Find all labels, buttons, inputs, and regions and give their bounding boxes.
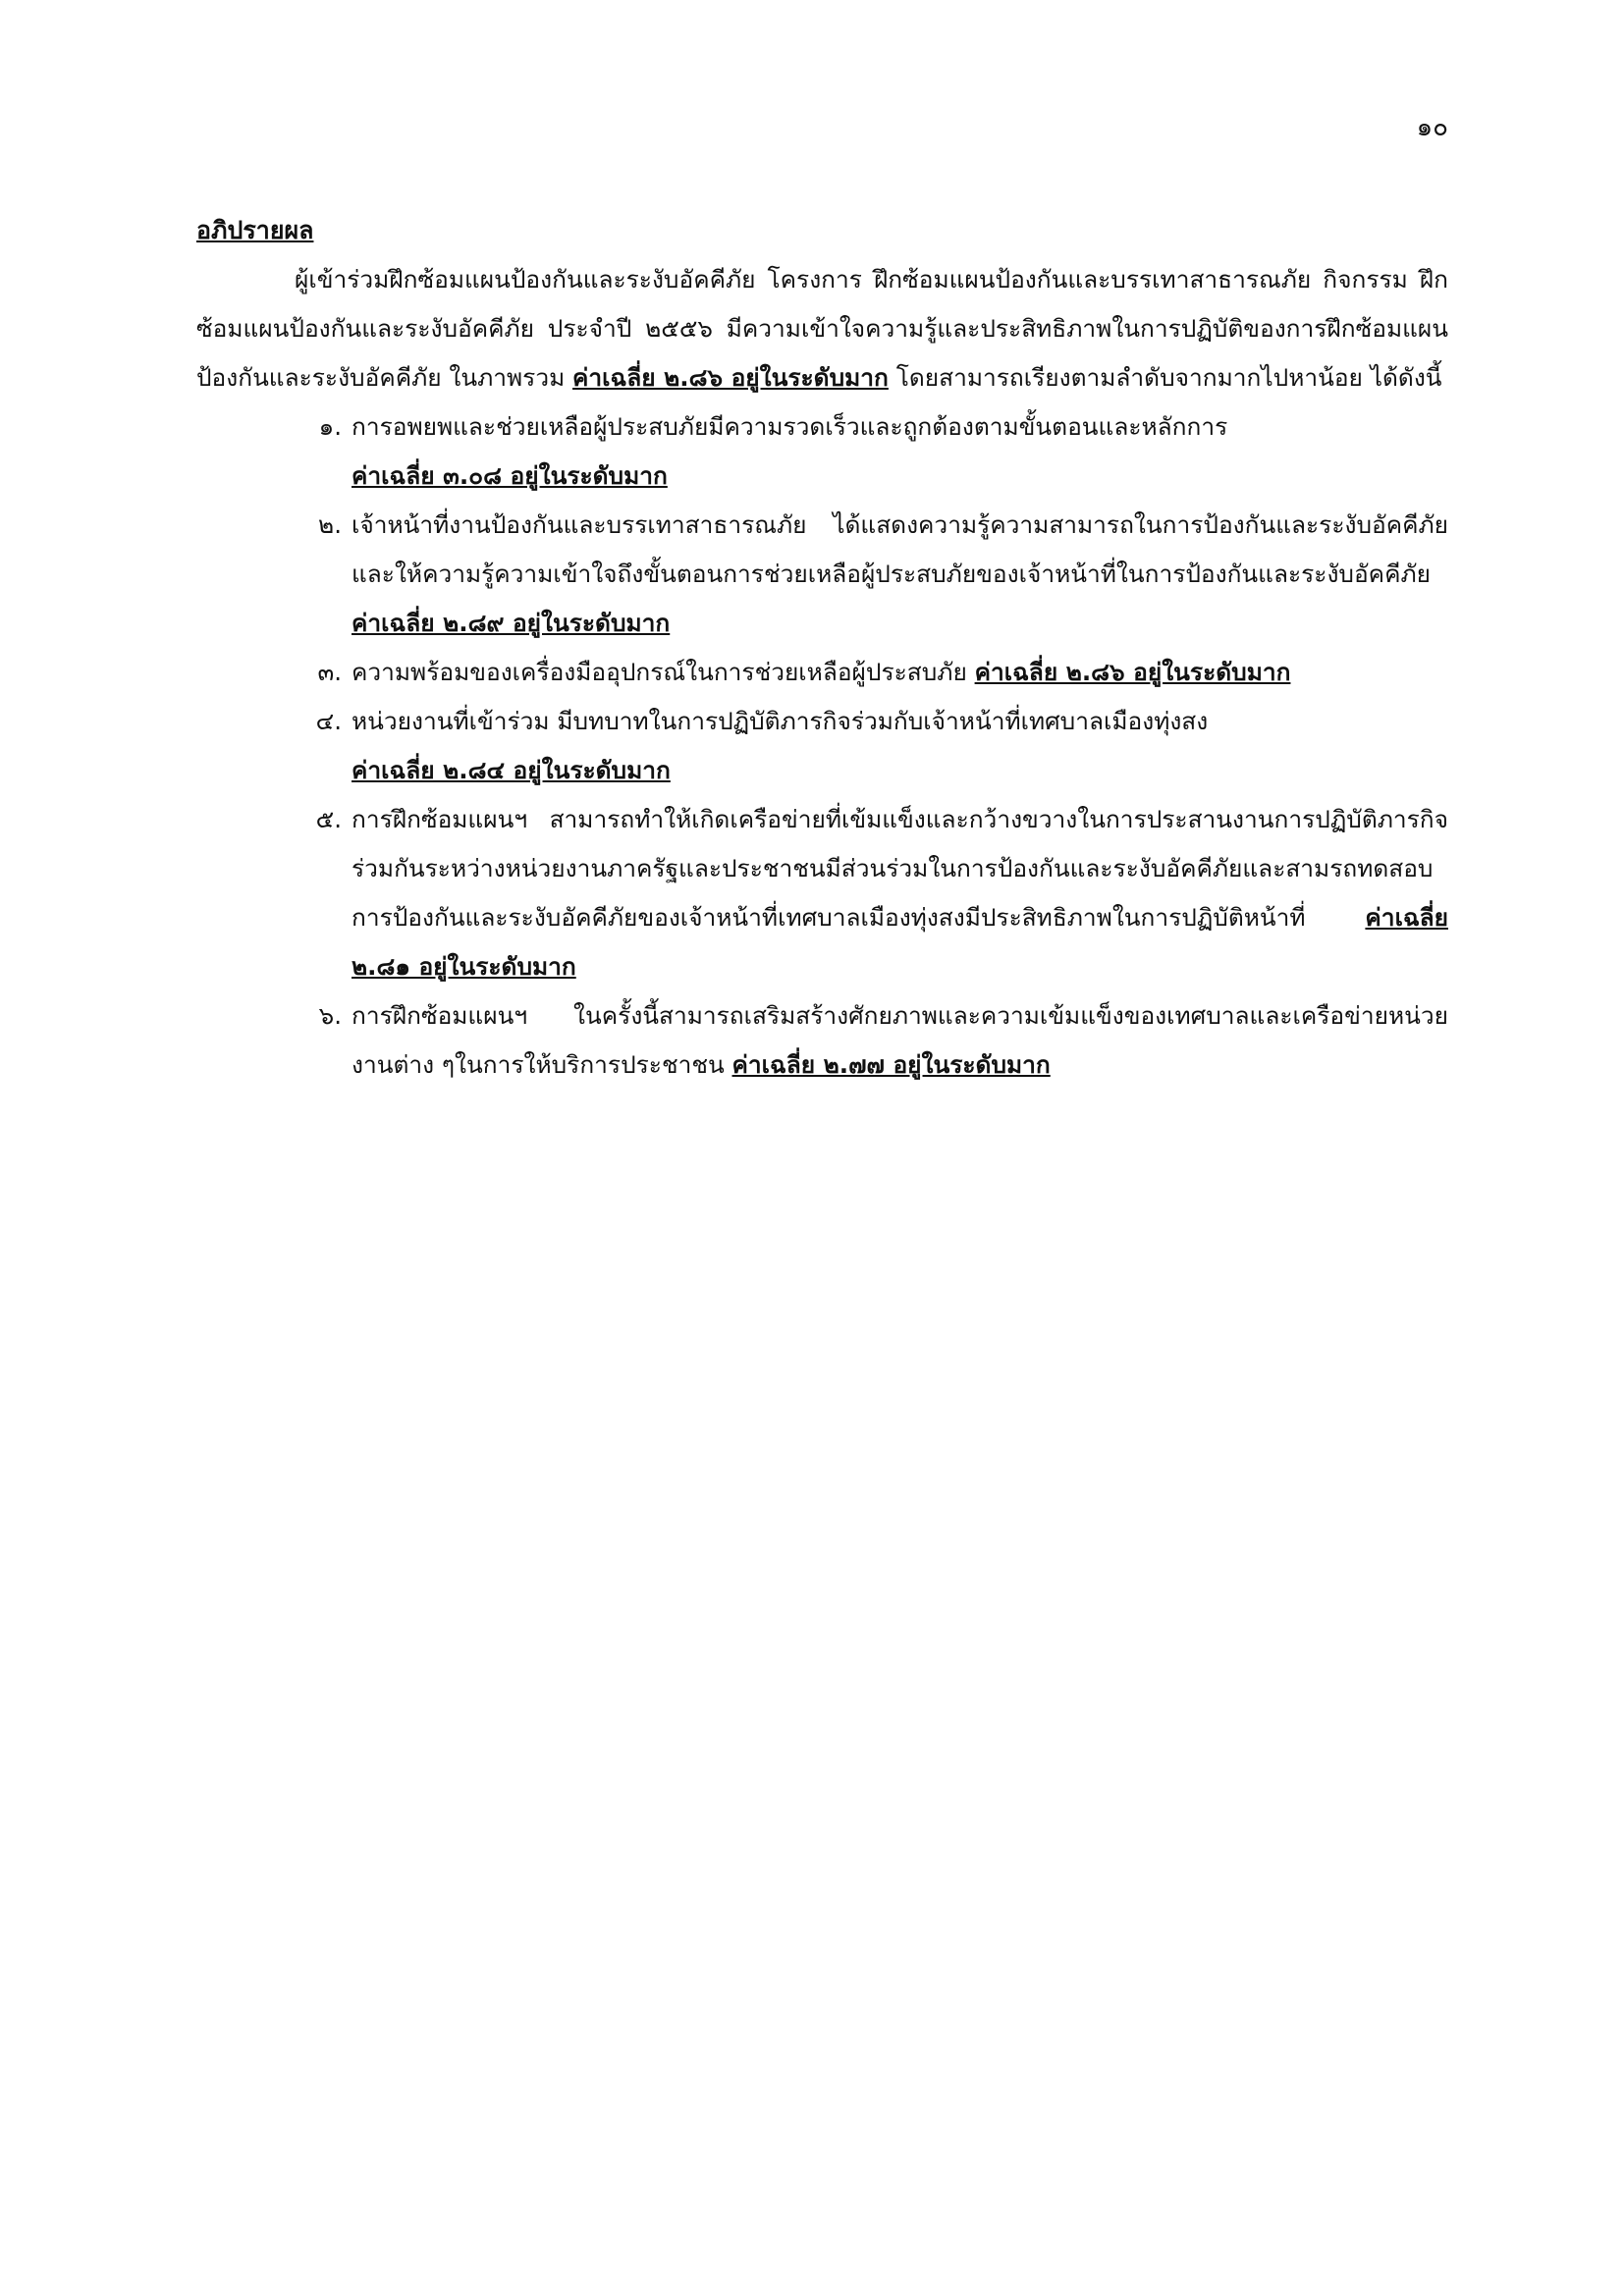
- list-item-text: การฝึกซ้อมแผนฯ สามารถทำให้เกิดเครือข่ายที่เข้มแข็งและกว้างขวางในการประสานงานการปฏิบัติภารกิจร่วมกันระหว่างหน่วยงานภาครัฐและประชาชนมีส่วนร่วมในการป้องกันและระงับอัคคีภัยและสามรถทดสอบการป้องกันและระงับอัคคีภัยของเจ้าหน้าที่เทศบาลเมืองทุ่งสงมีประสิทธิภาพในการปฏิบัติหน้าที่: [352, 805, 1448, 932]
- list-item-text: ความพร้อมของเครื่องมืออุปกรณ์ในการช่วยเหลือผู้ประสบภัย: [352, 658, 967, 686]
- list-item-content: [352, 697, 1448, 795]
- list-item-average: ค่าเฉลี่ย ๒.๘๔ อยู่ในระดับมาก: [352, 756, 671, 784]
- list-item-average: ค่าเฉลี่ย ๒.๘๖ อยู่ในระดับมาก: [974, 658, 1291, 686]
- list-item-number: ๓.: [317, 658, 342, 686]
- intro-paragraph: [196, 255, 1448, 402]
- list-item-text: หน่วยงานที่เข้าร่วม มีบทบาทในการปฏิบัติภารกิจร่วมกับเจ้าหน้าที่เทศบาลเมืองทุ่งสง: [352, 707, 1209, 735]
- list-item-text: เจ้าหน้าที่งานป้องกันและบรรเทาสาธารณภัย ได้แสดงความรู้ความสามารถในการป้องกันและระงับอัคคีภัยและให้ความรู้ความเข้าใจถึงขั้นตอนการช่วยเหลือผู้ประสบภัยของเจ้าหน้าที่ในการป้องกันและระงับอัคคีภัย: [352, 510, 1448, 588]
- intro-text: ผู้เข้าร่วมฝึกซ้อมแผนป้องกันและระงับอัคคีภัย โครงการ ฝึกซ้อมแผนป้องกันและบรรเทาสาธารณภัย กิจกรรม ฝึกซ้อมแผนป้องกันและระงับอัคคีภัย ประจำปี ๒๕๕๖ มีความเข้าใจความรู้และประสิทธิภาพในการปฏิบัติของการฝึกซ้อมแผนป้องกันและระงับอัคคีภัย ในภาพรวม: [196, 265, 1448, 392]
- list-item-text: การฝึกซ้อมแผนฯ ในครั้งนี้สามารถเสริมสร้างศักยภาพและความเข้มแข็งของเทศบาลและเครือข่ายหน่วยงานต่าง ๆในการให้บริการประชาชน: [352, 1001, 1448, 1079]
- intro-average-result: ค่าเฉลี่ย ๒.๘๖ อยู่ในระดับมาก: [572, 363, 889, 392]
- list-item-average: ค่าเฉลี่ย ๒.๘๙ อยู่ในระดับมาก: [352, 609, 671, 637]
- intro-tail: โดยสามารถเรียงตามลำดับจากมากไปหาน้อย ได้ดังนี้: [895, 363, 1442, 392]
- list-item: [196, 501, 1448, 648]
- section-heading: อภิปรายผล: [196, 216, 314, 244]
- list-item-number: ๔.: [315, 707, 342, 735]
- list-item: [196, 402, 1448, 501]
- list-item-number: ๖.: [318, 1001, 342, 1030]
- list-item-average: ค่าเฉลี่ย ๒.๘๑ อยู่ในระดับมาก: [352, 903, 1448, 981]
- list-item-number: ๒.: [318, 510, 342, 539]
- list-item-content: [352, 795, 1448, 991]
- list-item-text: การอพยพและช่วยเหลือผู้ประสบภัยมีความรวดเร็วและถูกต้องตามขั้นตอนและหลักการ: [352, 412, 1228, 441]
- list-item-content: [352, 648, 1448, 697]
- list-item: [196, 795, 1448, 991]
- list-item-average: ค่าเฉลี่ย ๓.๐๘ อยู่ในระดับมาก: [352, 461, 668, 490]
- list-item-content: [352, 991, 1448, 1090]
- list-item: [196, 991, 1448, 1090]
- list-item-content: [352, 501, 1448, 648]
- list-item-number: ๕.: [315, 805, 342, 833]
- document-body: [196, 206, 1448, 1090]
- page-number: ๑๐: [1416, 113, 1448, 142]
- results-list: [196, 402, 1448, 1090]
- list-item: [196, 697, 1448, 795]
- list-item-content: [352, 402, 1448, 501]
- list-item-average: ค่าเฉลี่ย ๒.๗๗ อยู่ในระดับมาก: [731, 1050, 1051, 1079]
- list-item: [196, 648, 1448, 697]
- list-item-number: ๑.: [318, 412, 342, 441]
